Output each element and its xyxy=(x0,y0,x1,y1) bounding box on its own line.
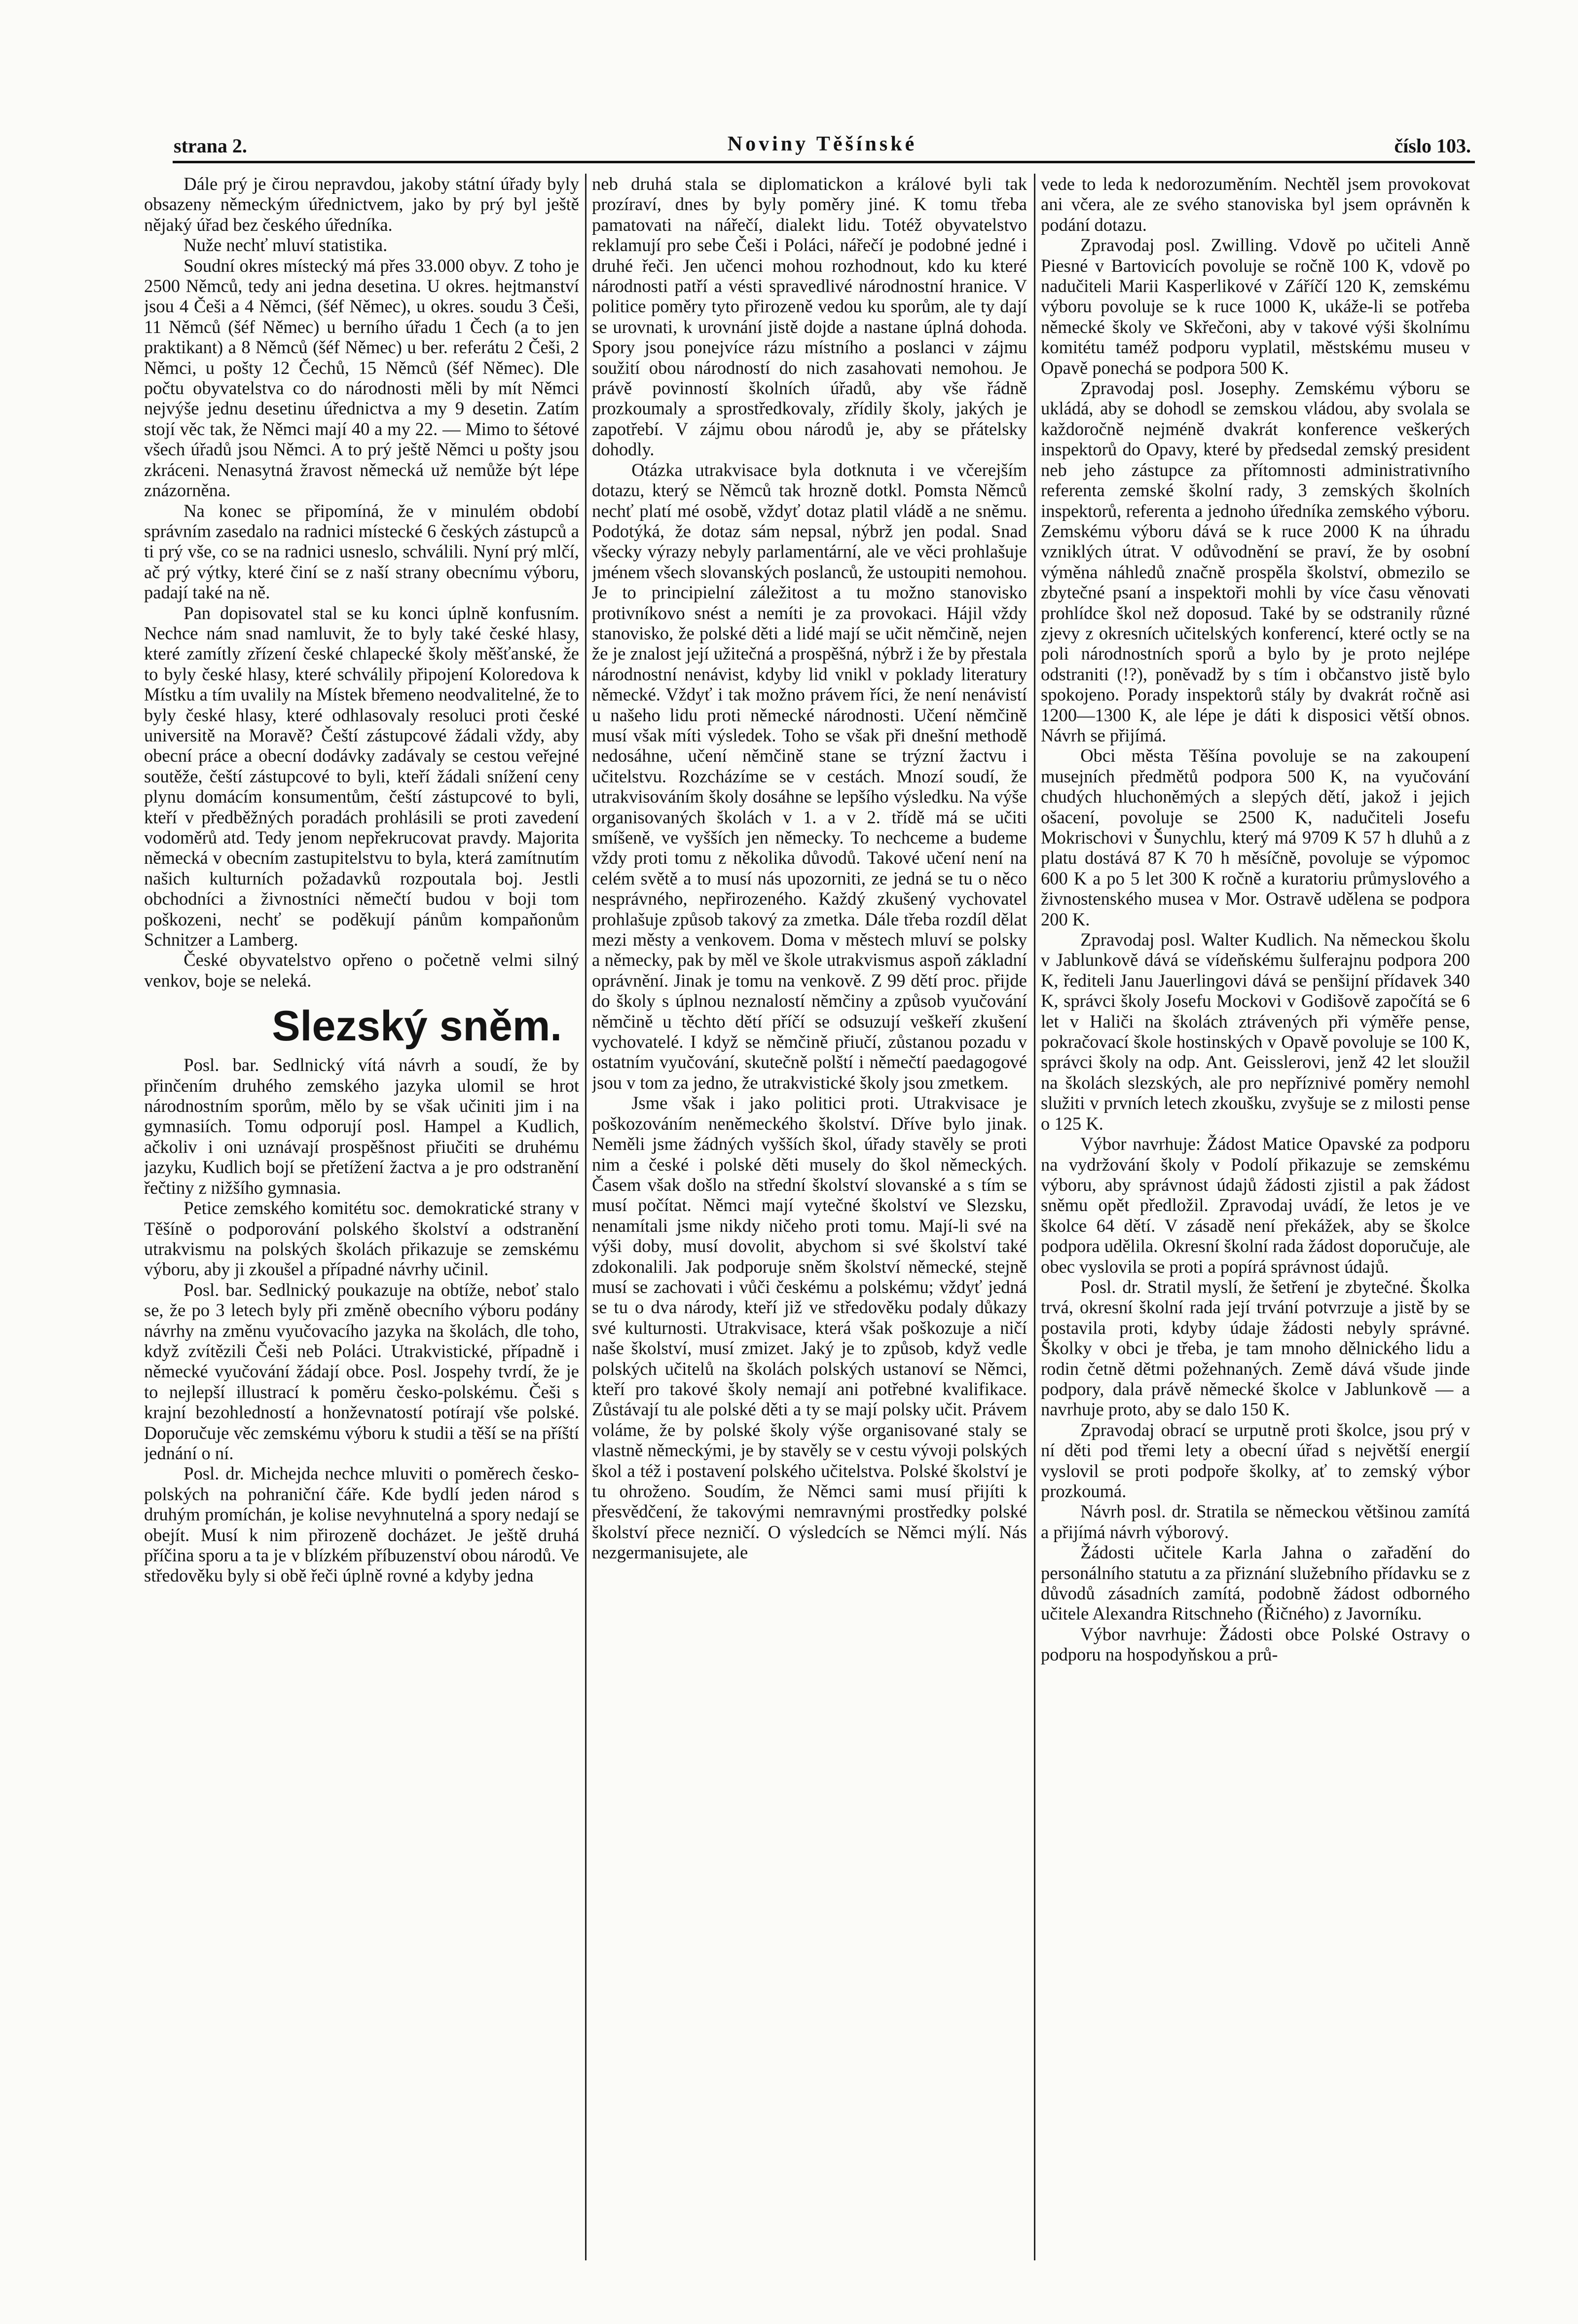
paragraph: Zpravodaj posl. Walter Kudlich. Na německou školu v Jablunkově dává se vídeňskému šulferajnu podpora 200 K, řediteli Janu Jauerlingovi dává se penšijní přídavek 340 K, správci školy Josefu Mockovi v Godišově započítá se 6 let v Haliči na školách ztrávených při výměře pense, pokračovací škole hostinských v Opavě povoluje se 100 K, správci školy na odp. Ant. Geisslerovi, jenž 42 let sloužil na školách slezských, ale pro nepříznivé poměry nemohl služiti v prvních letech zkoušku, zvyšuje se z milosti pense o 125 K. xyxy=(1041,929,1470,1134)
paragraph: vede to leda k nedorozuměním. Nechtěl jsem provokovat ani včera, ale ze svého stanoviska byl jsem oprávněn k podání dotazu. xyxy=(1041,174,1470,235)
newspaper-title: Noviny Těšínské xyxy=(727,133,917,155)
column-divider xyxy=(585,174,587,2260)
paragraph: Posl. dr. Stratil myslí, že šetření je zbytečné. Školka trvá, okresní školní rada její trvání potvrzuje a jistě by se postavila proti, kdyby údaje žádosti nebyly správné. Školky v obci je třeba, je tam mnoho dělnického lidu a rodin četně dětmi požehnaných. Země dává všude jinde podpory, dala právě německé školce v Jablunkově — a navrhuje proto, aby se dalo 150 K. xyxy=(1041,1276,1470,1420)
paragraph: Návrh posl. dr. Stratila se německou většinou zamítá a přijímá návrh výborový. xyxy=(1041,1501,1470,1542)
paragraph: Zpravodaj posl. Zwilling. Vdově po učiteli Anně Piesné v Bartovicích povoluje se ročně 100 K, vdově po nadučiteli Marii Kasperlikové v Záříčí 120 K, zemskému výboru povoluje se k ruce 1000 K, ukáže-li se potřeba německé školy ve Skřečoni, aby v takové výši školnímu komitétu taméž podporu vyplatil, městskému museu v Opavě ponechá se podpora 500 K. xyxy=(1041,235,1470,378)
column-divider xyxy=(1034,174,1035,2260)
column-3 xyxy=(1041,174,1470,2260)
paragraph: Žádosti učitele Karla Jahna o zařadění do personálního statutu a za přiznání služebního přídavku se z důvodů zásadních zamítá, podobně žádost odborného učitele Alexandra Ritschneho (Řičného) z Javorníku. xyxy=(1041,1542,1470,1624)
column-2 xyxy=(592,174,1027,2260)
paragraph: Posl. dr. Michejda nechce mluviti o poměrech česko-polských na pohraniční čáře. Kde bydlí jeden národ s druhým promíchán, je kolise nevyhnutelná a spory nedají se obejít. Musí k nim přirozeně docházet. Je ještě druhá příčina sporu a ta je v blízkém příbuzenství obou národů. Ve středověku byly si obě řeči úplně rovné a kdyby jedna xyxy=(144,1463,579,1586)
paragraph: Výbor navrhuje: Žádost Matice Opavské za podporu na vydržování školy v Podolí přikazuje se zemskému výboru, aby správnost údajů žádosti zjistil a pak žádost sněmu opět předložil. Zpravodaj uvádí, že letos je ve školce 64 dětí. V zásadě není překážek, aby se školce podpora udělila. Okresní školní rada žádost doporučuje, ale obec vyslovila se proti a popírá správnost údajů. xyxy=(1041,1134,1470,1277)
paragraph: Otázka utrakvisace byla dotknuta i ve včerejším dotazu, který se Němců tak hrozně dotkl. Pomsta Němců nechť platí mé osobě, vždyť dotaz platil vládě a ne sněmu. Podotýká, že dotaz sám nepsal, nýbrž jen podal. Snad všecky výrazy nebyly parlamentární, ale ve věci prohlašuje jménem všech slovanských poslanců, že ustoupiti nemohou. Je to principielní záležitost a tu možno stanovisko protivníkovo snést a nemíti je za provokaci. Hájil vždy stanovisko, že polské děti a lidé mají se učit němčině, nejen že je znalost její užitečná a prospěšná, nýbrž i že by přestala národnostní nenávist, kdyby lid vnikl v poklady literatury německé. Vždyť i tak možno právem říci, že není nenávistí u našeho lidu proti německé národnosti. Učení němčině musí však míti výsledek. Toho se však při dnešní methodě nedosáhne, učení němčině stane se trýzní žactvu i učitelstvu. Rozcházíme se v cestách. Mnozí soudí, že utrakvisováním školy dosáhne se lepšího výsledku. Na výše organisovaných školách v 1. a v 2. třídě má se učiti smíšeně, ve vyšších jen německy. To nechceme a budeme vždy proti tomu z několika důvodů. Takové učení není na celém světě a to musí nás upozorniti, ze jedná se tu o něco nesprávného, nepřirozeného. Každý zkušený vychovatel prohlašuje způsob takový za zmetka. Dále třeba rozdíl dělat mezi městy a venkovem. Doma v městech mluví se polsky a německy, pak by měl ve škole utrakvismus aspoň základní oprávnění. Jinak je tomu na venkově. Z 99 dětí proc. přijde do školy s úplnou neznalostí němčiny a způsob vyučování němčině u těchto dětí příčí se odsuzují veškeří zkušení vychovatelé. I když se němčině přiučí, zůstanou pozadu v ostatním vyučování, skutečně polští i němečtí paedagogové jsou v tom za jedno, že utrakvistické školy jsou zmetkem. xyxy=(592,459,1027,1093)
paragraph: Na konec se připomíná, že v minulém období správním zasedalo na radnici místecké 6 českých zástupců a ti prý vše, co se na radnici usneslo, schválili. Nyní prý mlčí, ač prý výtky, které činí se z naší strany obecnímu výboru, padají také na ně. xyxy=(144,500,579,603)
page-number: strana 2. xyxy=(174,135,247,157)
paragraph: Pan dopisovatel stal se ku konci úplně konfusním. Nechce nám snad namluvit, že to byly také české hlasy, které zamítly zřízení české chlapecké školy měšťanské, že to byly české hlasy, které schválily připojení Koloredova k Místku a tím uvalily na Místek břemeno neodvalitelné, že to byly české hlasy, které odhlasovaly resoluci proti české universitě na Moravě? Čeští zástupcové žádali vždy, aby obecní práce a obecní dodávky zadávaly se cestou veřejné soutěže, čeští zástupcové to byli, kteří žádali snížení ceny plynu domácím konsumentům, čeští zástupcové to byli, kteří v předběžných poradách prohlásili se proti zavedení vodoměrů atd. Tedy jenom nepřekrucovat pravdy. Majorita německá v obecním zastupitelstvu to byla, která zamítnutím našich kulturních požadavků rozpoutala boj. Jestli obchodníci a živnostníci němečtí budou v boji tom poškozeni, nechť se poděkují pánům kompaňonům Schnitzer a Lamberg. xyxy=(144,602,579,950)
paragraph: Zpravodaj posl. Josephy. Zemskému výboru se ukládá, aby se dohodl se zemskou vládou, aby svolala se každoročně nejméně dvakrát konference veškerých inspektorů do Opavy, které by předsedal zemský president neb jeho zástupce za přítomnosti administrativního referenta zemské školní rady, 3 zemských školních inspektorů, referenta a jednoho úředníka zemského výboru. Zemskému výboru dává se k ruce 2000 K na úhradu vzniklých útrat. V odůvodnění se praví, že by osobní výměna náhledů značně prospěla školství, obmezilo se zbytečné psaní a inspektoři mohli by více času věnovati prohlídce škol než doposud. Také by se odstranily různé zjevy z okresních učitelských konferencí, které octly se na poli národnostních sporů a bylo by je proto nejlépe odstraniti (!?), poněvadž by s tím i občanstvo jistě bylo spokojeno. Porady inspektorů stály by dvakrát ročně asi 1200—1300 K, ale lépe je dáti k disposici větší obnos. Návrh se přijímá. xyxy=(1041,378,1470,745)
paragraph: České obyvatelstvo opřeno o početně velmi silný venkov, boje se neleká. xyxy=(144,950,579,991)
paragraph: Soudní okres místecký má přes 33.000 obyv. Z toho je 2500 Němců, tedy ani jedna desetina. U okres. hejtmanství jsou 4 Češi a 4 Němci, (šéf Němec), u okres. soudu 3 Češi, 11 Němců (šéf Němec) u berního úřadu 1 Čech (a to jen praktikant) a 8 Němců (šéf Němec) u ber. referátu 2 Češi, 2 Němci, u pošty 12 Čechů, 15 Němců (šéf Němec). Dle počtu obyvatelstva co do národnosti měli by mít Němci nejvýše jednu desetinu úřednictva a my 9 desetin. Zatím stojí věc tak, že Němci mají 40 a my 22. — Mimo to šétové všech úřadů jsou Němci. A to prý ještě Němci u pošty jsou zkráceni. Nenasytná žravost německá už nemůže být lépe znázorněna. xyxy=(144,255,579,501)
paragraph: Výbor navrhuje: Žádosti obce Polské Ostravy o podporu na hospodyňskou a prů- xyxy=(1041,1623,1470,1665)
column-1 xyxy=(144,174,579,2260)
paragraph: Posl. bar. Sedlnický vítá návrh a soudí, že by přinčením druhého zemského jazyka ulomil se hrot národnostním sporům, mělo by se však učiniti jim i na gymnasiích. Tomu odporují posl. Hampel a Kudlich, ačkoliv i oni uznávají prospěšnost přiučiti se druhému jazyku, Kudlich bojí se přetížení žactva a je pro odstranění řečtiny z nižšího gymnasia. xyxy=(144,1055,579,1198)
header-rule xyxy=(173,161,1475,163)
issue-number: číslo 103. xyxy=(1394,135,1471,157)
paragraph: neb druhá stala se diplomatickon a králové byli tak prozíraví, dnes by byly poměry jiné. K tomu třeba pamatovati na nářečí, dialekt lidu. Totéž obyvatelstvo reklamují pro sebe Češi i Poláci, nářečí je podobné jedné i druhé řeči. Jen učenci mohou rozhodnout, kdo ku které národnosti patří a vésti spravedlivé národnostní hranice. V politice poměry tyto přirozeně vedou ku sporům, ale ty dají se urovnati, k urovnání jistě dojde a nastane úplná dohoda. Spory jsou ponejvíce rázu místního a poslanci v zájmu soužití obou národností do nich zasahovati nemohou. Je právě povinností školních úřadů, aby vše řádně prozkoumaly a sprostředkovaly, zřídily školy, jakých je zapotřebí. V zájmu obou národů je, aby se přátelsky dohodly. xyxy=(592,174,1027,460)
paragraph: Petice zemského komitétu soc. demokratické strany v Těšíně o podporování polského školství a odstranění utrakvismu na polských školách přikazuje se zemskému výboru, aby ji zkoušel a případné návrhy učinil. xyxy=(144,1198,579,1280)
paragraph: Obci města Těšína povoluje se na zakoupení musejních předmětů podpora 500 K, na vyučování chudých hluchoněmých a slepých dětí, jakož i jejich ošacení, povoluje se 2500 K, nadučiteli Josefu Mokrischovi v Šunychlu, který má 9709 K 57 h dluhů a z platu dostává 87 K 70 h měsíčně, povoluje se výpomoc 600 K a po 5 let 300 K ročně a kuratoriu průmyslového a živnostenského musea v Mor. Ostravě udělena se podpora 200 K. xyxy=(1041,745,1470,929)
paragraph: Zpravodaj obrací se urputně proti školce, jsou prý v ní děti pod třemi lety a obecní úřad s největší energií vyslovil se proti podpoře školky, ať to zemský výbor prozkoumá. xyxy=(1041,1419,1470,1501)
paragraph: Posl. bar. Sedlnický poukazuje na obtíže, neboť stalo se, že po 3 letech byly při změně obecního výboru podány návrhy na změnu vyučovacího jazyka na školách, dle toho, když zvítězili Češi neb Poláci. Utrakvistické, případně i německé vyučování žádají obce. Posl. Jospehy tvrdí, že je to nejlepší illustrací k poměru česko-polskému. Češi s krajní bezohledností a honževnatostí potírají vše polské. Doporučuje věc zemskému výboru k studii a těší se na příští jednání o ní. xyxy=(144,1279,579,1463)
article-headline: Slezský sněm. xyxy=(272,1002,562,1050)
paragraph: Dále prý je čirou nepravdou, jakoby státní úřady byly obsazeny německým úřednictvem, jako by prý byl ještě nějaký úřad bez českého úředníka. xyxy=(144,174,579,235)
page-header xyxy=(174,132,1471,162)
paragraph: Nuže nechť mluví statistika. xyxy=(183,235,388,256)
paragraph: Jsme však i jako politici proti. Utrakvisace je poškozováním neněmeckého školství. Dříve bylo jinak. Neměli jsme žádných vyšších škol, úřady stavěly se proti nim a české i polské děti musely do škol německých. Časem však došlo na střední školství slovanské a s tím se musí počítat. Němci mají vytečné školství ve Slezsku, nenamítali jsme nikdy ničeho proti tomu. Mají-li své na výši doby, musí dovolit, abychom si své školství také zdokonalili. Jak podporuje sněm školství německé, stejně musí se zachovati i vůči českému a polskému; vždyť jedná se tu o dva národy, kteří již ve středověku podaly důkazy své kulturnosti. Utrakvisace, která však poškozuje a ničí naše školství, musí zmizet. Jaký je to způsob, když vedle polských učitelů na školách polských ustanoví se Němci, kteří pro takové školy nemají ani potřebné kvalifikace. Zůstávají tu ale polské děti a ty se mají polsky učit. Právem voláme, že by polské školy výše organisované staly se vlastně německými, je by stavěly se v cestu vývoji polských škol a též i postavení polského učitelstva. Polské školství je tu ohroženo. Soudím, že Němci sami musí přijíti k přesvědčení, že takovými nemravnými prostředky polské školství přece nezničí. O výsledcích se Němci mýlí. Nás nezgermanisujete, ale xyxy=(592,1093,1027,1563)
